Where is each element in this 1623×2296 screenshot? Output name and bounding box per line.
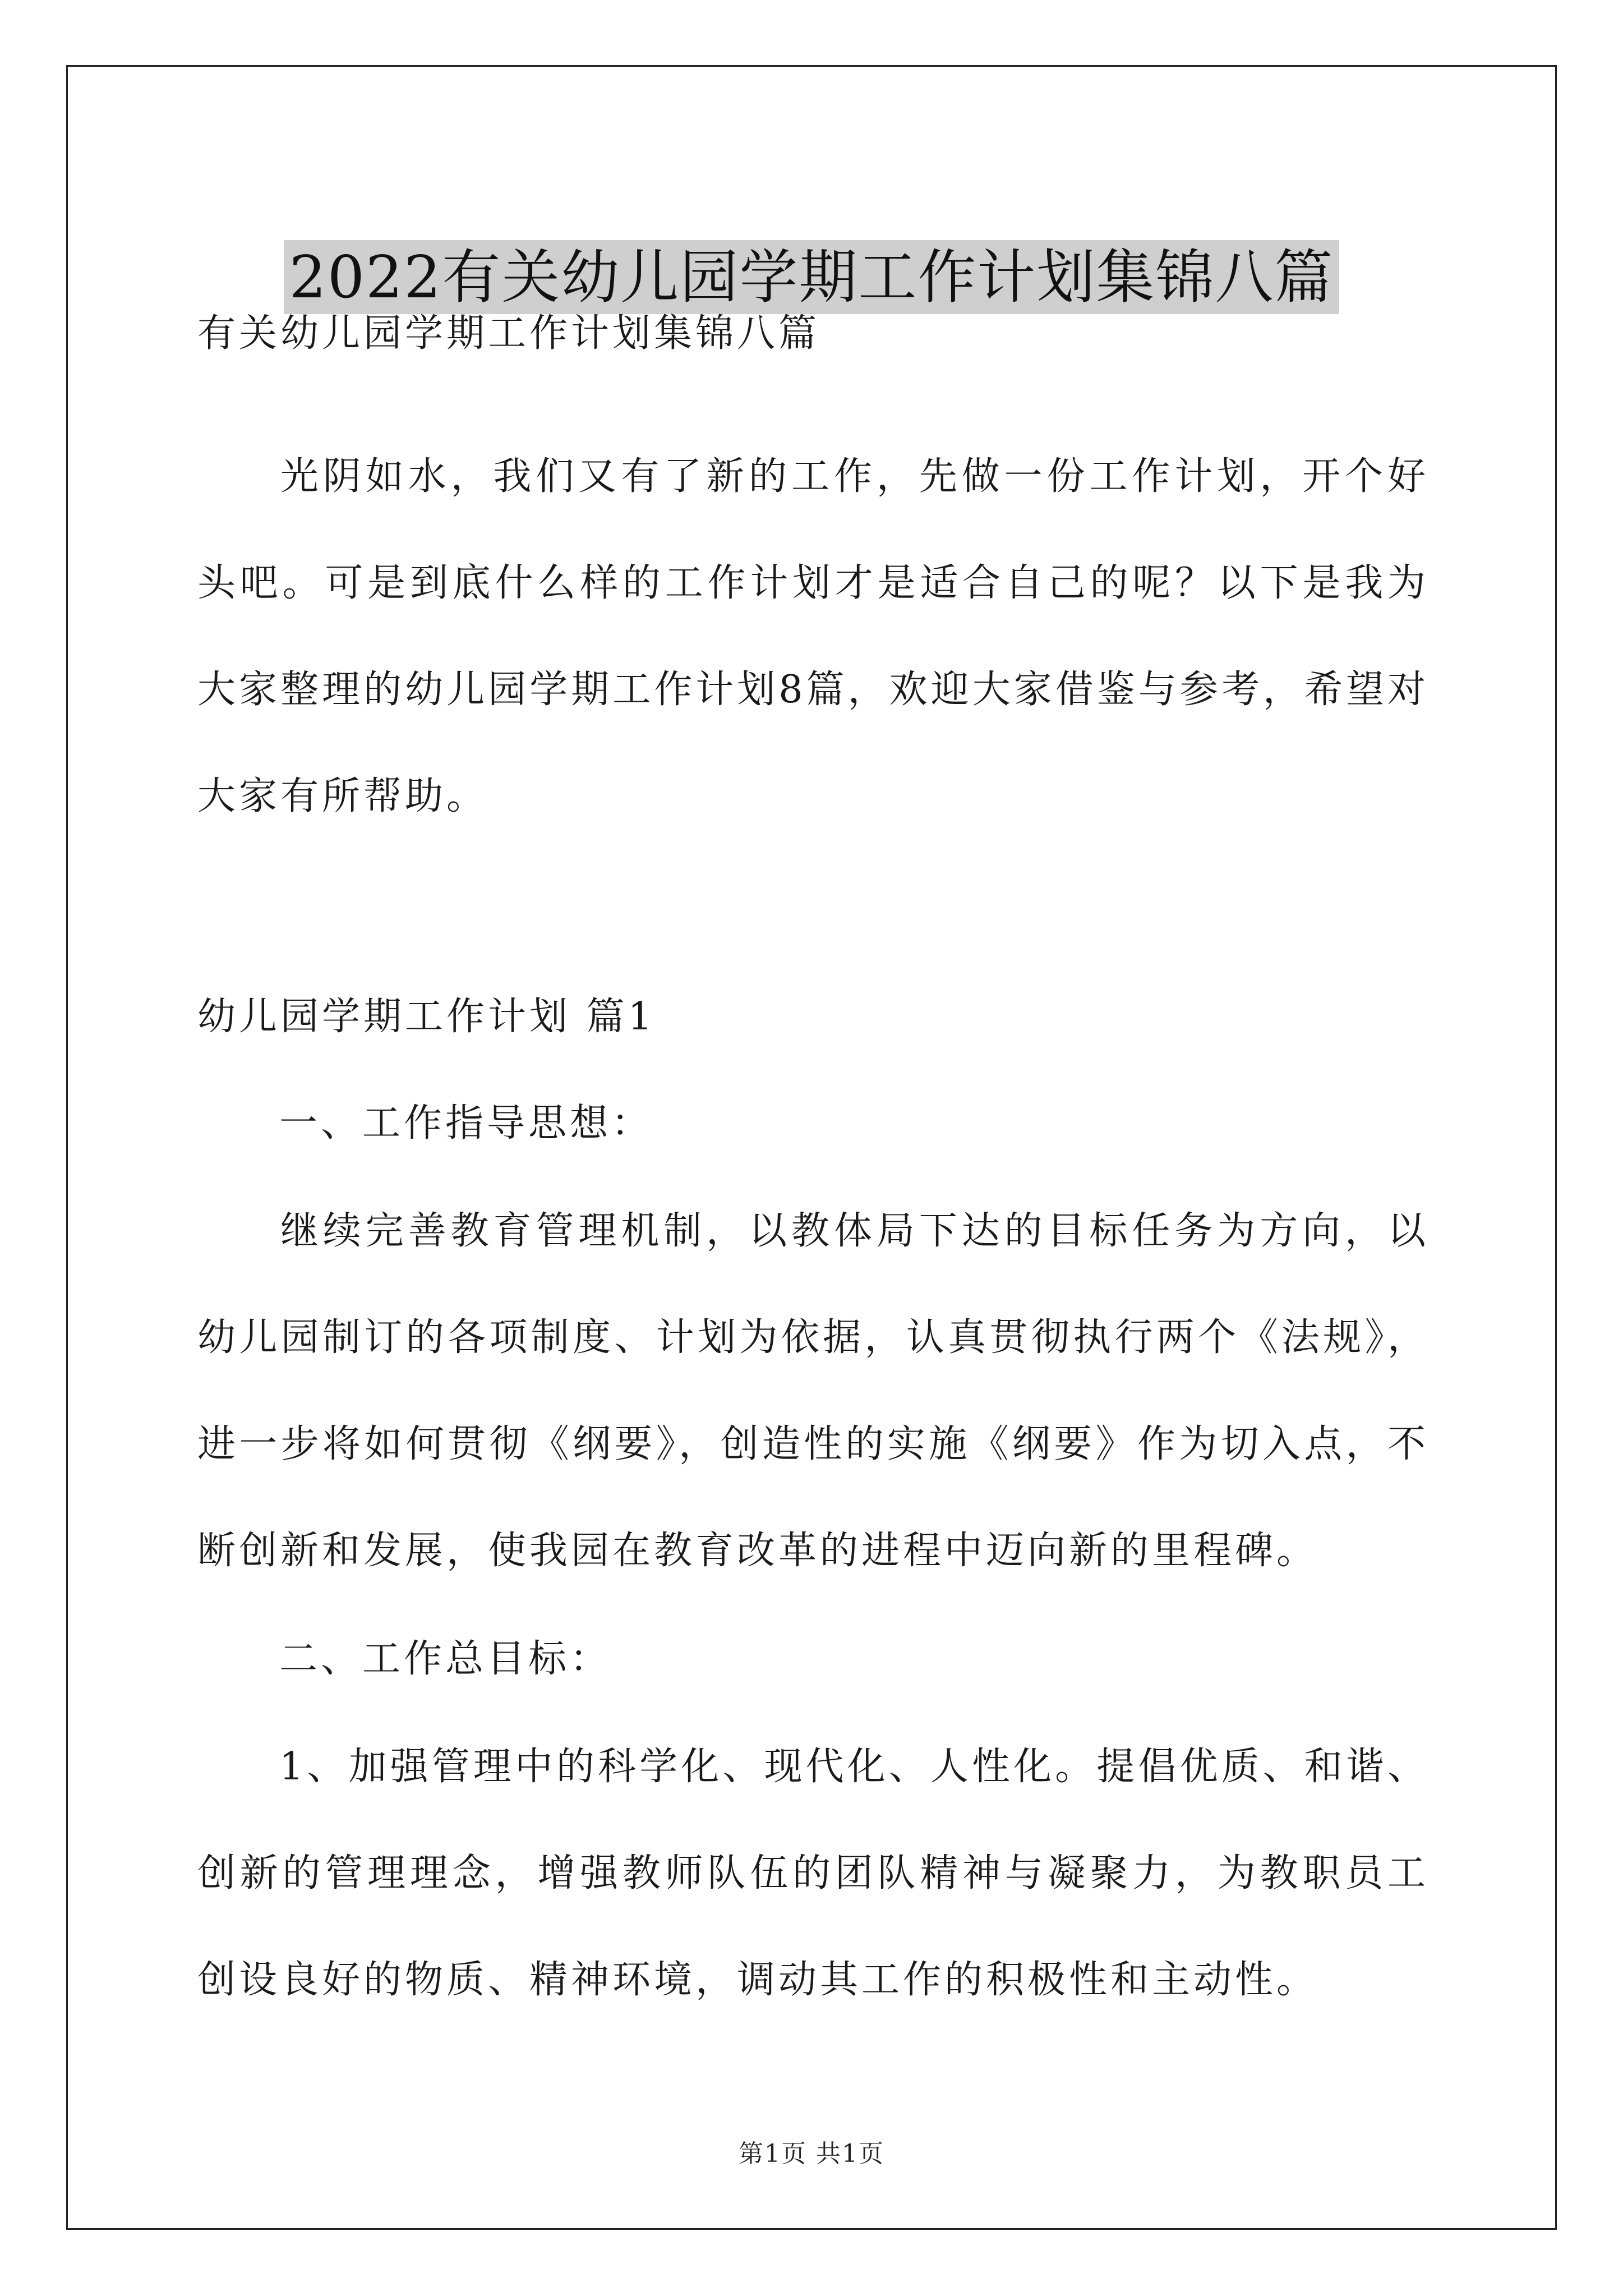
document-title: 2022有关幼儿园学期工作计划集锦八篇 <box>284 240 1340 314</box>
paragraph-overall-goals <box>197 1714 1429 2033</box>
heading-overall-goals: 二、工作总目标： <box>279 1637 612 1681</box>
heading-guiding-ideology: 一、工作指导思想： <box>279 1101 653 1145</box>
paragraph-guiding-ideology <box>197 1178 1429 1604</box>
document-subtitle: 有关幼儿园学期工作计划集锦八篇 <box>197 311 820 356</box>
section-heading: 幼儿园学期工作计划 篇1 <box>197 995 656 1039</box>
paragraph-1-text: 继续完善教育管理机制，以教体局下达的目标任务为方向，以幼儿园制订的各项制度、计划为依据，认真贯彻执行两个《法规》，进一步将如何贯彻《纲要》，创造性的实施《纲要》作为切入点，不断创新和发展，使我园在教育改革的进程中迈向新的里程碑。 <box>197 1209 1429 1573</box>
intro-text: 光阴如水，我们又有了新的工作，先做一份工作计划，开个好头吧。可是到底什么样的工作计划才是适合自己的呢？以下是我为大家整理的幼儿园学期工作计划8篇，欢迎大家借鉴与参考，希望对大家有所帮助。 <box>197 454 1429 818</box>
intro-paragraph <box>197 424 1429 850</box>
paragraph-2-text: 1、加强管理中的科学化、现代化、人性化。提倡优质、和谐、创新的管理理念，增强教师队伍的团队精神与凝聚力，为教职员工创设良好的物质、精神环境，调动其工作的积极性和主动性。 <box>197 1745 1429 2002</box>
page-number-footer: 第1页 共1页 <box>739 2139 884 2168</box>
